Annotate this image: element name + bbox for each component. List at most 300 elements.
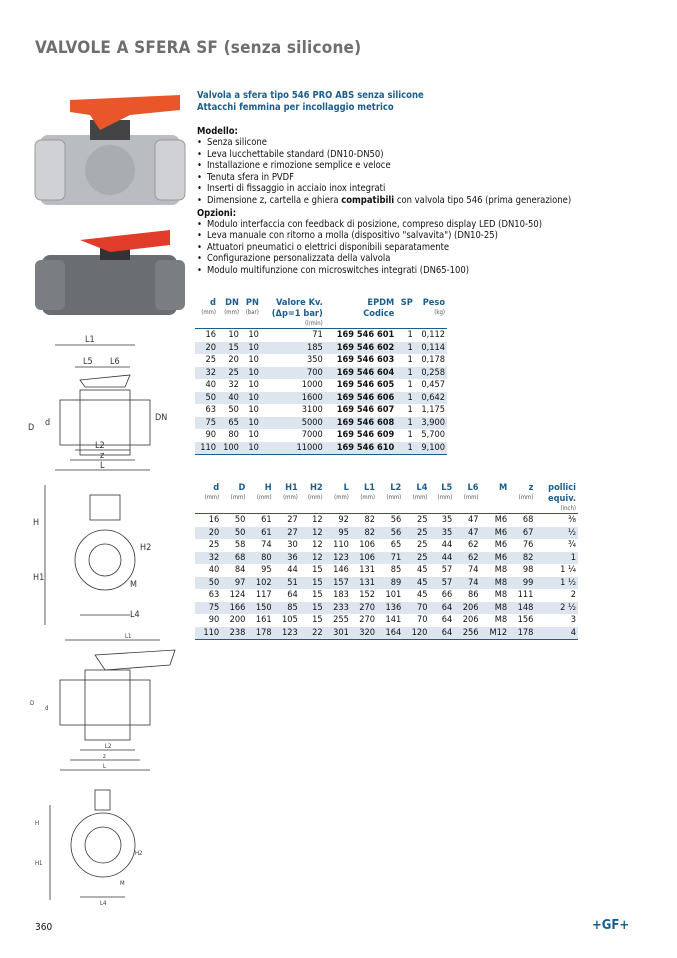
table-cell: 9,100	[415, 442, 447, 455]
table-cell: 1	[407, 329, 413, 340]
list-item-text: con valvola tipo 546 (prima generazione)	[394, 194, 572, 206]
table-cell: 117	[255, 589, 272, 600]
svg-text:L2: L2	[95, 441, 105, 451]
table-cell: 36	[274, 552, 300, 565]
table-row	[195, 527, 578, 540]
column-header	[377, 482, 403, 514]
list-item-text: compatibili	[341, 194, 395, 206]
table-cell: 206	[454, 602, 480, 615]
table-cell: 10	[241, 442, 261, 455]
drawing-front-small	[33, 485, 151, 625]
table-cell: 40	[208, 564, 220, 575]
table-cell: 64	[287, 589, 298, 600]
table-cell: 84	[234, 564, 246, 575]
header-label: DN	[225, 297, 239, 308]
table-cell: 32	[195, 552, 221, 565]
svg-text:D: D	[30, 700, 35, 707]
header-label: L1	[364, 482, 376, 493]
table-cell: 131	[351, 577, 377, 590]
table-cell: 233	[325, 602, 351, 615]
svg-text:L2: L2	[105, 743, 112, 750]
table-cell: 169 546 610	[325, 442, 396, 455]
header-unit: (bar)	[245, 309, 259, 316]
table-cell: 40	[218, 392, 241, 405]
table-cell: 12	[300, 552, 325, 565]
table-cell: 20	[228, 354, 239, 365]
list-item-text: Dimensione z, cartella e ghiera	[207, 194, 342, 206]
table-cell: 20	[195, 342, 218, 355]
table-cell: 124	[229, 589, 246, 600]
table-row	[195, 342, 447, 355]
table-cell: 178	[509, 627, 535, 640]
table-cell: 0,114	[415, 342, 447, 355]
table-row	[195, 577, 578, 590]
table-cell: 95	[325, 527, 351, 540]
table-cell: 12	[312, 539, 323, 550]
table-cell: 1 ½	[535, 577, 578, 590]
table-cell: 169 546 602	[325, 342, 396, 355]
table-cell: 15	[218, 342, 241, 355]
svg-text:H1: H1	[35, 860, 43, 867]
table-cell: 350	[306, 354, 323, 365]
table-cell: 2	[570, 589, 576, 600]
table-cell: 15	[300, 577, 325, 590]
page-number: 360	[35, 922, 53, 933]
table-cell: 120	[403, 627, 429, 640]
table-cell: M8	[494, 614, 508, 625]
table-cell: 11000	[261, 442, 325, 455]
header-label: L5	[441, 482, 453, 493]
table-row	[195, 539, 578, 552]
svg-text:d: d	[45, 705, 49, 712]
valve-photos	[30, 90, 195, 325]
table-cell: 97	[221, 577, 247, 590]
modello-heading: Modello:	[197, 126, 238, 137]
table-cell: 70	[416, 614, 428, 625]
table-cell: 47	[467, 514, 479, 525]
header-unit: (mm)	[463, 494, 479, 501]
valve-photo-gray	[35, 230, 185, 315]
table-row	[195, 329, 447, 342]
table-cell: 45	[416, 589, 428, 600]
table-cell: 301	[325, 627, 351, 640]
table-cell: 1600	[261, 392, 325, 405]
table-cell: 1000	[301, 379, 323, 390]
table-cell: 32	[195, 367, 218, 380]
column-header	[218, 297, 241, 329]
table-cell: 111	[517, 589, 534, 600]
table-cell: 45	[416, 564, 428, 575]
svg-text:z: z	[103, 753, 106, 760]
table-cell: 183	[333, 589, 349, 600]
header-label: d	[213, 482, 220, 493]
table-cell: 7000	[301, 429, 323, 440]
table-cell: 64	[441, 614, 453, 625]
table-cell: M6	[494, 514, 508, 525]
table-row	[195, 552, 578, 565]
header-unit: (mm)	[386, 494, 402, 501]
table-cell: 74	[261, 539, 272, 550]
table-cell: 156	[517, 614, 534, 625]
table-cell: 15	[312, 564, 323, 575]
table-cell: 5,700	[421, 429, 445, 440]
table-cell: 141	[385, 614, 402, 625]
table-cell: 80	[247, 552, 273, 565]
table-cell: 85	[390, 564, 402, 575]
table-row	[195, 379, 447, 392]
table-cell: 10	[248, 379, 259, 390]
table-cell: 74	[467, 564, 479, 575]
table-cell: 22	[300, 627, 325, 640]
header-row	[195, 482, 578, 514]
table-cell: 62	[454, 552, 480, 565]
header-unit: (mm)	[201, 309, 216, 316]
table-cell: 47	[454, 527, 480, 540]
svg-text:D: D	[28, 423, 35, 433]
svg-text:H2: H2	[135, 850, 143, 857]
table-cell: M12	[480, 627, 509, 640]
column-header	[241, 297, 261, 329]
header-unit: (mm)	[224, 309, 239, 316]
table-cell: 270	[359, 614, 376, 625]
table-cell: 10	[241, 392, 261, 405]
column-header	[454, 482, 480, 514]
table-cell: 136	[377, 602, 403, 615]
header-unit: (mm)	[334, 494, 349, 501]
table-cell: 50	[221, 527, 247, 540]
column-header	[351, 482, 377, 514]
header-unit: (mm)	[412, 494, 428, 501]
table-cell: ¾	[567, 539, 576, 550]
header-unit: (mm)	[360, 494, 376, 501]
dimensions-table	[195, 482, 578, 640]
list-item: • Leva lucchettabile standard (DN10-DN50)	[197, 149, 597, 161]
table-cell: 0,178	[421, 354, 445, 365]
table-cell: 2 ½	[535, 602, 578, 615]
table-cell: 4	[535, 627, 578, 640]
header-unit: (mm)	[307, 494, 323, 501]
table-cell: 0,112	[421, 329, 445, 340]
header-label: L	[343, 482, 349, 493]
opzioni-heading: Opzioni:	[197, 207, 237, 219]
table-cell: 148	[509, 602, 535, 615]
table-cell: 178	[247, 627, 273, 640]
svg-text:H: H	[33, 518, 40, 528]
table-cell: 71	[377, 552, 403, 565]
table-cell: 30	[287, 539, 298, 550]
list-item: • Modulo interfaccia con feedback di posizione, compreso display LED (DN10-50)	[197, 219, 597, 231]
header-label: M	[498, 482, 508, 493]
table-cell: 45	[403, 577, 429, 590]
table-row	[195, 564, 578, 577]
subtitle-line-1: Valvola a sfera tipo 546 PRO ABS senza silicone	[197, 90, 424, 101]
table-cell: M6	[480, 527, 509, 540]
table-cell: 61	[261, 514, 272, 525]
table-cell: 3100	[301, 404, 323, 415]
table-cell: 70	[403, 602, 429, 615]
modello-list	[197, 137, 597, 207]
table-cell: 90	[205, 429, 216, 440]
page-title: VALVOLE A SFERA SF (senza silicone)	[35, 38, 362, 58]
table-row	[195, 514, 578, 527]
table-cell: 110	[195, 442, 218, 455]
header-unit: (kg)	[434, 309, 445, 316]
svg-text:H2: H2	[140, 543, 152, 553]
column-header	[195, 297, 218, 329]
opzioni-list	[197, 219, 597, 277]
table-cell: 68	[522, 514, 534, 525]
table-cell: 68	[221, 552, 247, 565]
table-cell: 185	[261, 342, 325, 355]
table-cell: M6	[494, 539, 508, 550]
table-cell: 238	[221, 627, 247, 640]
svg-text:L1: L1	[125, 633, 132, 640]
svg-text:H1: H1	[33, 573, 45, 583]
header-label: H2	[309, 482, 323, 493]
table-cell: 105	[282, 614, 298, 625]
header-label: PN	[245, 297, 259, 308]
header-label: Valore Kv.	[276, 297, 323, 308]
table-cell: 25	[208, 539, 220, 550]
table-cell: 56	[377, 527, 403, 540]
table-cell: 0,642	[415, 392, 447, 405]
table-cell: 169 546 608	[325, 417, 396, 430]
table-cell: 58	[234, 539, 246, 550]
header-unit: (l/min)	[305, 320, 323, 327]
table-cell: 10	[241, 417, 261, 430]
table-cell: 206	[462, 614, 479, 625]
table-cell: 152	[359, 589, 376, 600]
table-cell: 27	[274, 527, 300, 540]
table-cell: 50	[195, 577, 221, 590]
header-label: SP	[400, 297, 413, 308]
table-cell: 44	[287, 564, 298, 575]
table-cell: 15	[312, 614, 323, 625]
table-cell: 3,900	[415, 417, 447, 430]
table-cell: 1	[407, 429, 413, 440]
table-cell: 169 546 601	[336, 329, 395, 340]
table-cell: 32	[228, 379, 239, 390]
header-label-2: (Δp=1 bar)	[271, 308, 323, 319]
table-cell: 200	[229, 614, 246, 625]
header-label: z	[528, 482, 534, 493]
drawing-side-small	[28, 335, 167, 471]
table-cell: 106	[359, 539, 376, 550]
header-label: H	[264, 482, 272, 493]
table-cell: 169 546 605	[336, 379, 395, 390]
table-cell: 35	[441, 514, 453, 525]
table-cell: 25	[416, 539, 428, 550]
gf-logo: +GF+	[592, 918, 630, 933]
table-cell: M8	[480, 577, 509, 590]
table-cell: 82	[364, 514, 376, 525]
table-cell: 1,175	[421, 404, 445, 415]
table-cell: 106	[351, 552, 377, 565]
table-cell: 57	[429, 577, 454, 590]
header-label-2: equiv.	[547, 493, 576, 504]
table-cell: 51	[274, 577, 300, 590]
table-cell: 75	[195, 417, 218, 430]
column-header	[480, 482, 509, 514]
table-cell: 25	[403, 552, 429, 565]
technical-drawings	[25, 325, 185, 915]
table-cell: 63	[208, 589, 220, 600]
table-cell: 50	[234, 514, 246, 525]
table-row	[195, 614, 578, 627]
table-cell: 1	[407, 379, 413, 390]
svg-text:L4: L4	[130, 610, 140, 620]
table-row	[195, 627, 578, 640]
svg-text:L1: L1	[85, 335, 95, 345]
table-cell: 1	[396, 442, 415, 455]
table-cell: 1	[535, 552, 578, 565]
svg-text:z: z	[100, 451, 105, 461]
table-cell: 25	[205, 354, 216, 365]
table-cell: ⅜	[567, 514, 576, 525]
table-cell: 62	[467, 539, 479, 550]
codes-table	[195, 297, 447, 455]
table-cell: 123	[325, 552, 351, 565]
table-cell: 20	[195, 527, 221, 540]
table-cell: 16	[205, 329, 216, 340]
column-header	[247, 482, 273, 514]
table-cell: 255	[333, 614, 349, 625]
table-cell: 100	[218, 442, 241, 455]
table-cell: 12	[300, 527, 325, 540]
table-cell: 157	[325, 577, 351, 590]
table-cell: 12	[312, 514, 323, 525]
list-item	[197, 195, 597, 207]
column-header	[535, 482, 578, 514]
table-cell: 25	[403, 527, 429, 540]
svg-text:M: M	[120, 880, 125, 887]
table-cell: 61	[247, 527, 273, 540]
header-label: H1	[285, 482, 298, 493]
column-header	[300, 482, 325, 514]
header-unit: (mm)	[256, 494, 272, 501]
table-cell: 85	[274, 602, 300, 615]
table-row	[195, 417, 447, 430]
table-cell: 320	[351, 627, 377, 640]
table-cell: 110	[195, 627, 221, 640]
header-label: D	[238, 482, 246, 493]
list-item: • Senza silicone	[197, 137, 597, 149]
table-cell: 80	[228, 429, 239, 440]
table-cell: 44	[429, 552, 454, 565]
table-cell: 169 546 606	[325, 392, 396, 405]
table-cell: 56	[390, 514, 402, 525]
table-cell: 1	[396, 417, 415, 430]
table-cell: 0,457	[421, 379, 445, 390]
column-header	[274, 482, 300, 514]
table-cell: 75	[195, 602, 221, 615]
table-cell: 25	[218, 367, 241, 380]
table-cell: 10	[241, 342, 261, 355]
table-cell: 50	[195, 392, 218, 405]
table-cell: 150	[247, 602, 273, 615]
table-row	[195, 354, 447, 367]
table-cell: 64	[429, 627, 454, 640]
table-cell: 10	[241, 367, 261, 380]
svg-text:DN: DN	[155, 413, 168, 423]
list-item: • Installazione e rimozione semplice e veloce	[197, 160, 597, 172]
column-header	[396, 297, 415, 329]
column-header	[509, 482, 535, 514]
table-cell: 82	[351, 527, 377, 540]
table-cell: M8	[494, 564, 508, 575]
table-cell: 10	[248, 404, 259, 415]
table-cell: 169 546 609	[336, 429, 395, 440]
header-unit: (mm)	[230, 494, 246, 501]
table-cell: 161	[255, 614, 272, 625]
table-cell: 95	[261, 564, 272, 575]
svg-text:d: d	[45, 418, 51, 428]
header-unit: (mm)	[437, 494, 453, 501]
header-label: d	[210, 297, 216, 308]
table-cell: 3	[570, 614, 576, 625]
drawing-side-large	[30, 633, 175, 770]
svg-text:L6: L6	[110, 357, 120, 367]
table-cell: 44	[441, 539, 453, 550]
header-unit: (inch)	[560, 505, 576, 512]
list-item: • Attuatori pneumatici o elettrici disponibili separatamente	[197, 242, 597, 254]
table-cell: 76	[522, 539, 534, 550]
table-cell: 86	[467, 589, 479, 600]
features-section	[197, 126, 597, 277]
table-cell: 256	[454, 627, 480, 640]
column-header	[221, 482, 247, 514]
table-cell: 99	[509, 577, 535, 590]
list-item: • Inserti di fissaggio in acciaio inox integrati	[197, 183, 597, 195]
column-header	[195, 482, 221, 514]
table-cell: 1	[396, 392, 415, 405]
table-cell: 65	[218, 417, 241, 430]
header-row	[195, 297, 447, 329]
table-cell: 67	[509, 527, 535, 540]
table-cell: 169 546 607	[336, 404, 395, 415]
table-cell: 65	[390, 539, 402, 550]
table-cell: 1	[407, 404, 413, 415]
table-cell: 146	[333, 564, 349, 575]
table-cell: 10	[248, 429, 259, 440]
svg-text:L5: L5	[83, 357, 93, 367]
table-cell: 16	[208, 514, 220, 525]
table-cell: 164	[377, 627, 403, 640]
table-row	[195, 367, 447, 380]
table-cell: M8	[480, 602, 509, 615]
column-header	[325, 297, 396, 329]
table-row	[195, 404, 447, 417]
table-cell: ½	[535, 527, 578, 540]
product-subtitle	[197, 90, 424, 114]
svg-text:L: L	[100, 461, 105, 471]
table-cell: 123	[274, 627, 300, 640]
table-cell: 35	[429, 527, 454, 540]
table-cell: 0,258	[415, 367, 447, 380]
svg-text:L4: L4	[100, 900, 107, 907]
header-label: EPDM	[367, 297, 395, 308]
list-item: • Modulo multifunzione con microswitches integrati (DN65-100)	[197, 265, 597, 277]
table-cell: 1	[396, 367, 415, 380]
drawing-front-large	[35, 790, 143, 907]
column-header	[403, 482, 429, 514]
table-cell: 1	[396, 342, 415, 355]
list-item: • Configurazione personalizzata della valvola	[197, 253, 597, 265]
table-cell: 66	[441, 589, 453, 600]
table-cell: 15	[312, 589, 323, 600]
column-header	[429, 482, 454, 514]
header-label: L2	[390, 482, 402, 493]
